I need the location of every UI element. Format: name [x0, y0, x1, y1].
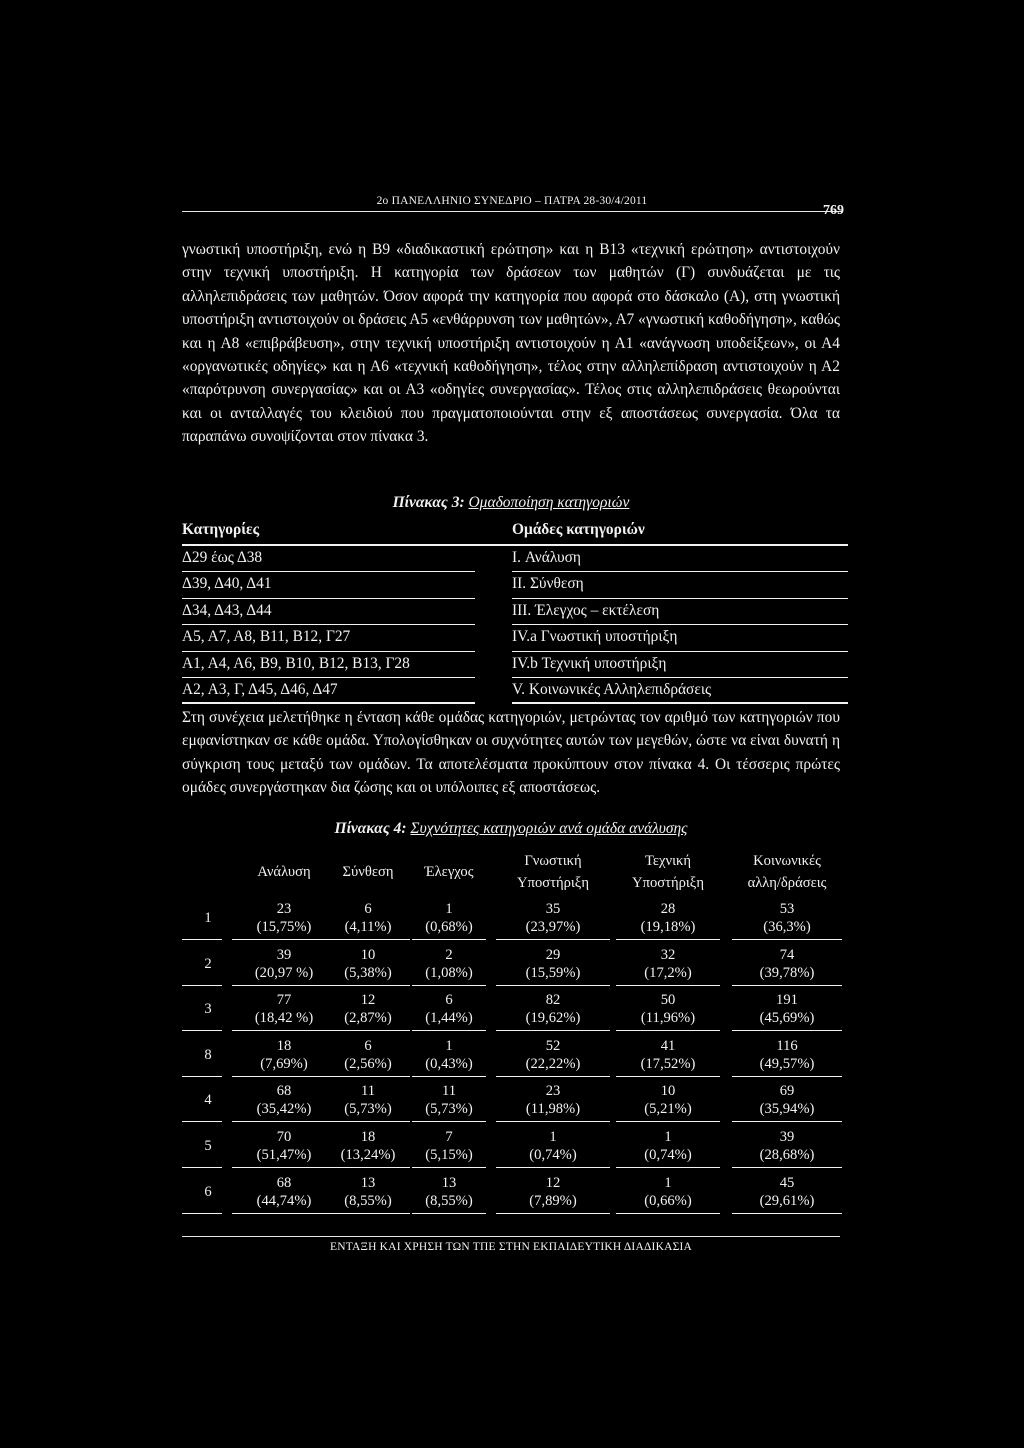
table4-cell-percent: (17,2%)	[644, 964, 692, 981]
table4-cell-percent: (35,94%)	[759, 1101, 815, 1118]
table3-category-cell: Α2, Α3, Γ, Δ45, Δ46, Δ47	[182, 680, 338, 698]
table4-cell-percent: (0,66%)	[644, 1192, 692, 1209]
table4-header-line1: Κοινωνικές	[753, 853, 821, 869]
table3-caption-number: Πίνακας 3:	[392, 494, 465, 511]
table4-rule	[412, 1076, 486, 1077]
table4-cell-count: 116	[776, 1037, 798, 1054]
table4-rule	[232, 985, 336, 986]
table4-cell	[734, 900, 840, 936]
table4-row	[182, 1078, 840, 1122]
table4-row	[182, 1124, 840, 1168]
table4-cell-percent: (18,42 %)	[254, 1010, 314, 1027]
table4-cell-percent: (19,62%)	[525, 1010, 581, 1027]
table4-cell	[414, 1174, 484, 1210]
table4-cell-count: 1	[445, 1037, 453, 1054]
table4-header-cell	[498, 850, 608, 894]
table4-cell-count: 68	[276, 1083, 292, 1100]
table4-header-line2: Υποστήριξη	[517, 875, 589, 891]
table3-rule	[182, 702, 475, 704]
table4-row-label: 3	[204, 1001, 212, 1018]
table4-rule	[732, 985, 842, 986]
table4-cell-count: 18	[276, 1037, 292, 1054]
table3-group-cell: I. Ανάλυση	[512, 549, 581, 566]
table4-cell-count: 2	[445, 946, 453, 963]
table4-cell-percent: (5,73%)	[344, 1101, 392, 1118]
table4-cell-percent: (51,47%)	[256, 1147, 312, 1163]
table4-cell	[414, 900, 484, 936]
table4-cell-percent: (15,59%)	[525, 964, 581, 981]
table4-header-cell: Ανάλυση	[257, 864, 311, 880]
table3-row	[182, 572, 848, 598]
table4-rule	[412, 939, 486, 940]
table4-cell-count: 12	[360, 992, 376, 1009]
table4-rule	[182, 939, 222, 940]
table4-cell-count: 35	[545, 901, 561, 917]
table4-rule	[232, 1213, 336, 1214]
table4-header-cell	[734, 850, 840, 894]
table4-cell-percent: (8,55%)	[344, 1192, 392, 1209]
table4-cell-count: 10	[660, 1083, 676, 1100]
table4-cell-count: 29	[545, 946, 561, 963]
table4-rule	[732, 1121, 842, 1122]
table3-category-cell: Δ34, Δ43, Δ44	[182, 601, 272, 619]
table4-row-label: 5	[204, 1138, 212, 1154]
table4-cell-count: 6	[445, 992, 453, 1009]
table4-cell-count: 53	[779, 901, 795, 917]
table4-rule	[732, 939, 842, 940]
table4-cell	[618, 946, 718, 982]
table4-rule	[496, 1030, 610, 1031]
table3-group-cell: IV.a Γνωστική υποστήριξη	[512, 628, 678, 646]
table4-rule	[616, 985, 720, 986]
table4-header-cell: Έλεγχος	[424, 864, 474, 880]
table4-cell-count: 23	[545, 1083, 561, 1100]
table4-header-line2: Υποστήριξη	[632, 875, 704, 891]
table4-cell	[734, 991, 840, 1027]
table4-cell-count: 7	[445, 1129, 453, 1145]
table4-cell	[328, 991, 408, 1027]
table4-cell-count: 13	[360, 1174, 376, 1191]
table4-cell	[734, 946, 840, 982]
table4-cell	[498, 991, 608, 1027]
table4-rule	[616, 1167, 720, 1168]
table4-cell	[234, 1174, 334, 1210]
table4-rule	[412, 985, 486, 986]
table4-cell-percent: (35,42%)	[256, 1101, 312, 1118]
table4-rule	[326, 1167, 410, 1168]
table4-header-cell	[618, 850, 718, 894]
table4-cell-count: 13	[441, 1174, 457, 1191]
table4-cell	[498, 1037, 608, 1073]
table4-cell	[234, 1037, 334, 1073]
table4-cell-count: 23	[276, 901, 292, 917]
table4-cell	[618, 1128, 718, 1164]
table4-cell-percent: (0,74%)	[529, 1147, 577, 1163]
table4-cell-count: 82	[545, 992, 561, 1009]
table3-group-cell: III. Έλεγχος – εκτέλεση	[512, 601, 660, 619]
table4-cell-count: 39	[779, 1129, 795, 1145]
table4-row	[182, 942, 840, 986]
table3-caption-title: Ομαδοποίηση κατηγοριών	[468, 494, 630, 511]
table4-cell-percent: (11,98%)	[525, 1101, 581, 1118]
table4-cell-percent: (49,57%)	[759, 1055, 815, 1072]
table3-category-cell: Α5, Α7, Α8, Β11, Β12, Γ27	[182, 628, 351, 646]
table4-rule	[232, 1030, 336, 1031]
table4-cell	[618, 1037, 718, 1073]
table-3	[182, 518, 848, 704]
table4-rule	[182, 1121, 222, 1122]
table4-row	[182, 1170, 840, 1214]
table4-rule	[182, 1167, 222, 1168]
table4-rule	[232, 1076, 336, 1077]
table4-cell-percent: (5,38%)	[344, 964, 392, 981]
table3-category-cell: Α1, Α4, Α6, Β9, Β10, Β12, Β13, Γ28	[182, 654, 410, 672]
table4-cell-percent: (23,97%)	[525, 919, 581, 935]
table4-cell-count: 28	[660, 901, 676, 917]
table3-group-cell: II. Σύνθεση	[512, 575, 584, 593]
table3-row	[182, 599, 848, 625]
table3-row	[182, 678, 848, 704]
table4-rule	[326, 985, 410, 986]
table4-rule	[616, 1030, 720, 1031]
table4-cell	[734, 1082, 840, 1118]
table4-cell-percent: (28,68%)	[759, 1147, 815, 1163]
table3-caption	[182, 494, 840, 512]
table4-cell-count: 74	[779, 946, 795, 963]
table4-cell-percent: (4,11%)	[344, 919, 392, 935]
table4-rule	[182, 1076, 222, 1077]
table4-cell-count: 32	[660, 946, 676, 963]
table4-row	[182, 987, 840, 1031]
table4-cell	[734, 1174, 840, 1210]
table4-rule	[732, 1167, 842, 1168]
table4-cell-percent: (1,44%)	[425, 1010, 473, 1027]
table4-cell-percent: (5,73%)	[425, 1101, 473, 1118]
table4-row-label: 2	[204, 955, 212, 972]
table4-cell-percent: (2,87%)	[344, 1010, 392, 1027]
table4-cell-count: 10	[360, 946, 376, 963]
table4-rule	[496, 1213, 610, 1214]
table4-header-line2: αλλη/δράσεις	[747, 875, 827, 891]
table4-cell-percent: (5,15%)	[425, 1147, 473, 1163]
table4-rule	[326, 939, 410, 940]
table4-cell	[734, 1128, 840, 1164]
table4-rule	[616, 1076, 720, 1077]
table4-cell-count: 50	[660, 992, 676, 1009]
table4-header-line1: Γνωστική	[524, 853, 582, 869]
table4-cell-count: 41	[660, 1037, 676, 1054]
table4-cell-percent: (20,97 %)	[254, 964, 314, 981]
table4-rule	[732, 1213, 842, 1214]
table4-cell	[328, 900, 408, 936]
table4-rule	[412, 1213, 486, 1214]
table4-rule	[232, 1167, 336, 1168]
running-header	[182, 195, 844, 218]
table4-cell	[234, 946, 334, 982]
table3-body	[182, 546, 848, 704]
table4-rule	[232, 939, 336, 940]
table4-rule	[412, 1121, 486, 1122]
table3-row	[182, 652, 848, 678]
table4-cell-percent: (7,89%)	[529, 1192, 577, 1209]
table4-cell-count: 77	[276, 992, 292, 1009]
table4-cell-percent: (7,69%)	[260, 1055, 308, 1072]
conference-title: 2ο ΠΑΝΕΛΛΗΝΙΟ ΣΥΝΕΔΡΙΟ – ΠΑΤΡΑ 28-30/4/2011	[376, 195, 648, 207]
table4-rule	[496, 939, 610, 940]
table3-row	[182, 625, 848, 651]
table4-cell-count: 11	[360, 1083, 376, 1100]
table4-row-label: 4	[204, 1092, 212, 1109]
table4-rule	[326, 1213, 410, 1214]
table4-cell-count: 69	[779, 1083, 795, 1100]
table4-caption-number: Πίνακας 4:	[334, 820, 407, 837]
table4-cell-percent: (39,78%)	[759, 964, 815, 981]
table4-cell-count: 191	[776, 992, 798, 1009]
table4-rule	[412, 1030, 486, 1031]
table4-cell	[618, 1174, 718, 1210]
table4-header-line1: Τεχνική	[644, 853, 692, 869]
table3-col-categories: Κατηγορίες	[182, 521, 260, 538]
table4-cell-percent: (13,24%)	[340, 1147, 396, 1163]
table4-row-label: 6	[204, 1183, 212, 1200]
table4-cell	[734, 1037, 840, 1073]
table4-cell-count: 1	[664, 1174, 672, 1191]
table4-rule	[326, 1076, 410, 1077]
paragraph-1: γνωστική υποστήριξη, ενώ η Β9 «διαδικαστική ερώτηση» και η Β13 «τεχνική ερώτηση» αντιστοιχούν στην τεχνική υποστήριξη. Η κατηγορία των δράσεων των μαθητών (Γ) συνδυάζεται με τις αλληλεπιδράσεις των μαθητών. Όσον αφορά την κατηγορία που αφορά στο δάσκαλο (Α), στη γνωστική υποστήριξη αντιστοιχούν οι δράσεις Α5 «ενθάρρυνση των μαθητών», Α7 «γνωστική καθοδήγηση», καθώς και η Α8 «επιβράβευση», στην τεχνική υποστήριξη αντιστοιχούν η Α1 «ανάγνωση υποδείξεων», οι Α4 «οργανωτικές οδηγίες» και η Α6 «τεχνική καθοδήγηση», τέλος στην αλληλεπίδραση αντιστοιχούν η Α2 «παρότρυνση συνεργασίας» και οι Α3 «οδηγίες συνεργασίας». Τέλος στις αλληλεπιδράσεις θεωρούνται και οι ανταλλαγές του κλειδιού που πραγματοποιούνται στην εξ αποστάσεως συνεργασία. Όλα τα παραπάνω συνοψίζονται στον πίνακα 3.	[182, 241, 840, 446]
table4-row	[182, 1033, 840, 1077]
table4-cell	[498, 1128, 608, 1164]
table4-cell	[498, 1174, 608, 1210]
table4-cell-percent: (45,69%)	[759, 1010, 815, 1027]
table4-cell-percent: (0,74%)	[644, 1147, 692, 1163]
table4-cell	[618, 900, 718, 936]
table4-rule	[496, 1167, 610, 1168]
table4-rule	[616, 1213, 720, 1214]
table4-rule	[732, 1030, 842, 1031]
table4-rule	[182, 985, 222, 986]
table4-cell-percent: (0,43%)	[425, 1055, 473, 1072]
table4-cell-percent: (15,75%)	[256, 919, 312, 935]
table4-cell	[328, 1128, 408, 1164]
table4-cell	[328, 1082, 408, 1118]
table4-cell	[618, 1082, 718, 1118]
table4-cell	[414, 1128, 484, 1164]
table4-cell	[414, 1082, 484, 1118]
table4-cell-percent: (19,18%)	[640, 919, 696, 935]
table4-cell-count: 70	[276, 1129, 292, 1145]
table4-cell-percent: (22,22%)	[525, 1055, 581, 1072]
table4-rule	[496, 1121, 610, 1122]
table4-cell-percent: (8,55%)	[425, 1192, 473, 1209]
table4-cell-count: 12	[545, 1174, 561, 1191]
table4-rule	[616, 1121, 720, 1122]
table4-row-label: 1	[204, 910, 212, 926]
table4-cell-percent: (44,74%)	[256, 1192, 312, 1209]
table4-cell-count: 52	[545, 1037, 561, 1054]
table3-header	[182, 518, 848, 546]
table4-cell-percent: (36,3%)	[763, 919, 811, 935]
table4-rule	[496, 985, 610, 986]
table4-row	[182, 896, 840, 940]
running-footer: ΕΝΤΑΞΗ ΚΑΙ ΧΡΗΣΗ ΤΩΝ ΤΠΕ ΣΤΗΝ ΕΚΠΑΙΔΕΥΤΙΚΗ ΔΙΑΔΙΚΑΣΙΑ	[182, 1236, 840, 1253]
table3-group-cell: V. Κοινωνικές Αλληλεπιδράσεις	[512, 680, 712, 698]
table4-cell	[618, 991, 718, 1027]
table4-cell	[234, 900, 334, 936]
table3-group-cell: IV.b Τεχνική υποστήριξη	[512, 654, 667, 672]
table4-cell	[414, 991, 484, 1027]
table4-cell-percent: (0,68%)	[425, 919, 473, 935]
table4-cell	[498, 1082, 608, 1118]
table4-cell	[414, 1037, 484, 1073]
table4-rule	[326, 1030, 410, 1031]
table4-cell	[328, 1174, 408, 1210]
table4-cell-percent: (1,08%)	[425, 964, 473, 981]
table4-rule	[732, 1076, 842, 1077]
table4-rule	[412, 1167, 486, 1168]
table4-cell	[328, 946, 408, 982]
table4-cell-count: 11	[441, 1083, 457, 1100]
table4-cell	[414, 946, 484, 982]
table4-header-cell: Σύνθεση	[342, 864, 394, 880]
table4-row-label: 8	[204, 1046, 212, 1063]
table4-cell	[234, 1082, 334, 1118]
table4-cell	[498, 900, 608, 936]
table4-cell-count: 45	[779, 1174, 795, 1191]
table4-rule	[326, 1121, 410, 1122]
table4-cell-percent: (11,96%)	[640, 1010, 696, 1027]
table3-category-cell: Δ29 έως Δ38	[182, 549, 263, 566]
table4-caption	[182, 820, 840, 838]
table3-rule	[512, 702, 848, 704]
table4-rule	[182, 1030, 222, 1031]
table4-cell-count: 18	[360, 1129, 376, 1145]
table4-cell-percent: (2,56%)	[344, 1055, 392, 1072]
table3-category-cell: Δ39, Δ40, Δ41	[182, 575, 272, 593]
table4-cell	[328, 1037, 408, 1073]
table4-cell-count: 6	[364, 901, 372, 917]
table4-cell-count: 68	[276, 1174, 292, 1191]
page-number: 769	[823, 203, 844, 218]
table4-cell-count: 39	[276, 946, 292, 963]
table4-cell	[234, 1128, 334, 1164]
paragraph-2: Στη συνέχεια μελετήθηκε η ένταση κάθε ομάδας κατηγοριών, μετρώντας τον αριθμό των κατηγοριών που εμφανίστηκαν σε κάθε ομάδα. Υπολογίσθηκαν οι συχνότητες αυτών των μεγεθών, ώστε να είναι δυνατή η σύγκριση τους μεταξύ των ομάδων. Τα αποτελέσματα προκύπτουν στον πίνακα 4. Οι τέσσερις πρώτες ομάδες συνεργάστηκαν δια ζώσης και οι υπόλοιπες εξ αποστάσεως.	[182, 709, 840, 797]
table4-cell-count: 1	[664, 1129, 672, 1145]
table4-rule	[182, 1213, 222, 1214]
table4-cell-percent: (17,52%)	[640, 1055, 696, 1072]
table4-rule	[232, 1121, 336, 1122]
table4-cell	[498, 946, 608, 982]
table4-rule	[496, 1076, 610, 1077]
table4-rule	[616, 939, 720, 940]
table4-cell	[234, 991, 334, 1027]
table4-cell-count: 6	[364, 1037, 372, 1054]
table3-col-groups: Ομάδες κατηγοριών	[512, 521, 645, 538]
table4-cell-count: 1	[549, 1129, 557, 1145]
table4-cell-percent: (29,61%)	[759, 1192, 815, 1209]
table3-row	[182, 546, 848, 572]
table4-cell-percent: (5,21%)	[644, 1101, 692, 1118]
table4-cell-count: 1	[445, 901, 453, 917]
table4-caption-title: Συχνότητες κατηγοριών ανά ομάδα ανάλυσης	[410, 820, 688, 837]
